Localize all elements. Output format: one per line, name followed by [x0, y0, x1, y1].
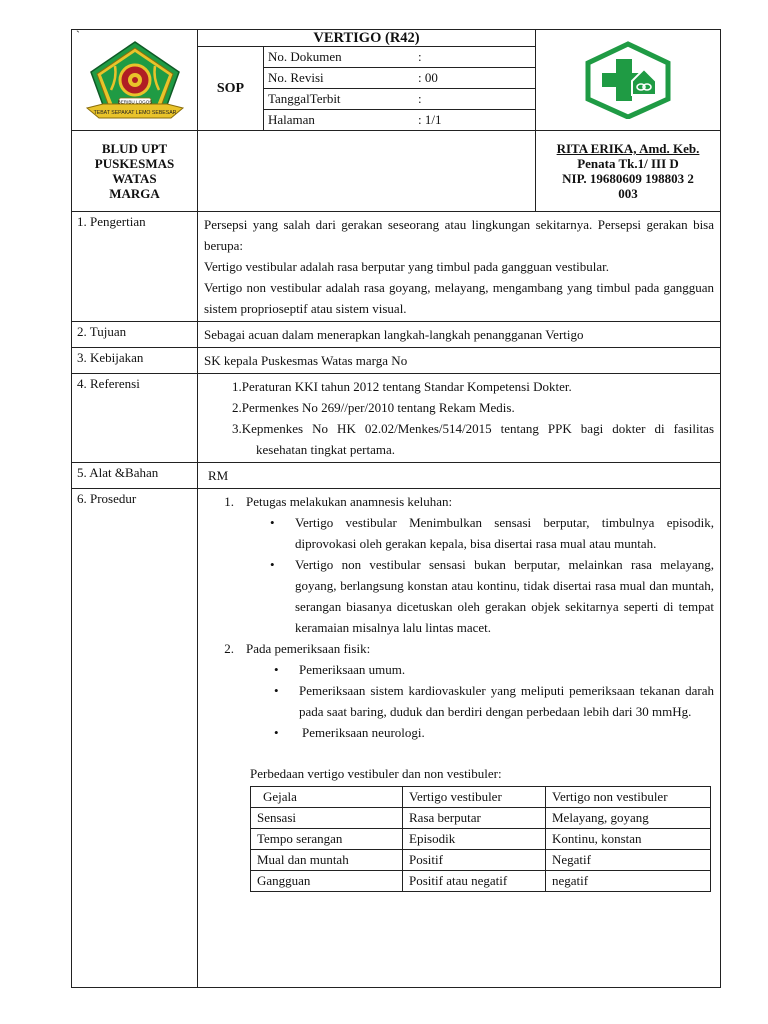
comparison-header: Vertigo non vestibuler [546, 787, 711, 808]
step-text: Pada pemeriksaan fisik: [246, 641, 371, 656]
signatory-name: RITA ERIKA, Amd. Keb. [556, 141, 700, 156]
section-label-kebijakan: 3. Kebijakan [72, 348, 198, 374]
table-cell: Mual dan muntah [251, 850, 403, 871]
section-body-referensi [198, 374, 721, 463]
section-body-tujuan: Sebagai acuan dalam menerapkan langkah-langkah penangganan Vertigo [198, 322, 721, 348]
table-cell: Positif [403, 850, 546, 871]
table-cell: Melayang, goyang [546, 808, 711, 829]
bullet-text: Vertigo non vestibular sensasi bukan berputar, melainkan rasa melayang, goyang, berlangsung konstan atau kontinu, tidak disertai rasa mual dan muntah, serangan biasanya dicetuskan oleh gerakan objek sekitarnya seperti di tempat keramaian misalnya lalu lintas macet. [295, 557, 715, 635]
table-row [251, 829, 711, 850]
emblem-banner-text: TEBAT SEPAKAT LEMO SEBESAR [93, 110, 176, 116]
meta-value: : [414, 47, 535, 68]
bullet-dot-icon: • [270, 515, 275, 530]
table-row [251, 850, 711, 871]
table-cell: negatif [546, 871, 711, 892]
meta-value: : 1/1 [418, 112, 442, 127]
bullet-dot-icon: • [274, 725, 279, 740]
definition-paragraph: Vertigo vestibular adalah rasa berputar yang timbul pada gangguan vestibular. [204, 259, 610, 274]
bullet-dot-icon: • [270, 557, 275, 572]
section-body-alat [198, 463, 721, 489]
org-line: PUSKESMAS [94, 156, 175, 171]
table-cell: Gangguan [251, 871, 403, 892]
section-body-kebijakan: SK kepala Puskesmas Watas marga No [198, 348, 721, 374]
procedure-step [204, 491, 714, 512]
section-label-prosedur: 6. Prosedur [72, 489, 198, 988]
table-cell: Rasa berputar [403, 808, 546, 829]
step-number: 2. [224, 641, 234, 656]
bullet-text: Pemeriksaan neurologi. [302, 725, 425, 740]
emblem-text: BERIBU LOGOS [117, 99, 152, 105]
puskesmas-logo-icon [580, 41, 676, 119]
meta-value: : 00 [414, 68, 535, 89]
procedure-bullet [274, 680, 714, 722]
section-label-alat: 5. Alat &Bahan [72, 463, 198, 489]
table-row [251, 871, 711, 892]
table-cell: Tempo serangan [251, 829, 403, 850]
comparison-caption: Perbedaan vertigo vestibuler dan non vestibuler: [250, 766, 502, 781]
section-label-tujuan: 2. Tujuan [72, 322, 198, 348]
meta-label: TanggalTerbit [264, 89, 414, 110]
org-line: WATAS [112, 171, 157, 186]
organization-name [72, 131, 198, 212]
blank-approval-cell [198, 131, 536, 212]
procedure-step [204, 638, 714, 659]
reference-item: 3.Kepmenkes No HK 02.02/Menkes/514/2015 tentang PPK bagi dokter di fasilitas kesehatan tingkat pertama. [232, 421, 715, 457]
procedure-bullet [270, 554, 714, 638]
signatory-rank: Penata Tk.1/ III D [577, 156, 679, 171]
comparison-header-row [251, 787, 711, 808]
reference-item: 2.Permenkes No 269//per/2010 tentang Rekam Medis. [232, 400, 515, 415]
reference-item: 1.Peraturan KKI tahun 2012 tentang Standar Kompetensi Dokter. [232, 379, 572, 394]
sop-label: SOP [198, 47, 264, 131]
regency-emblem-icon [81, 38, 189, 126]
signatory-nip: NIP. 19680609 198803 2 [562, 171, 694, 186]
meta-row [264, 68, 535, 89]
step-number: 1. [224, 494, 234, 509]
bullet-text: Pemeriksaan umum. [299, 662, 406, 677]
procedure-bullet [270, 512, 714, 554]
step-text: Petugas melakukan anamnesis keluhan: [246, 494, 453, 509]
comparison-header: Vertigo vestibuler [403, 787, 546, 808]
bullet-dot-icon: • [274, 683, 279, 698]
table-cell: Episodik [403, 829, 546, 850]
vertigo-comparison-table [250, 786, 711, 892]
section-label-referensi: 4. Referensi [72, 374, 198, 463]
procedure-bullet [274, 659, 714, 680]
definition-paragraph: Persepsi yang salah dari gerakan seseorang atau lingkungan sekitarnya. Persepsi gerakan bisa berupa: [204, 217, 715, 253]
right-logo-cell [536, 30, 721, 131]
bullet-text: Pemeriksaan sistem kardiovaskuler yang meliputi pemeriksaan tekanan darah pada saat baring, duduk dan berdiri dengan perbedaan lebih dari 30 mmHg. [299, 683, 715, 719]
bullet-dot-icon: • [274, 662, 279, 677]
left-logo-cell [72, 30, 198, 131]
org-line: MARGA [109, 186, 160, 201]
table-cell: Kontinu, konstan [546, 829, 711, 850]
meta-row [264, 89, 535, 110]
procedure-bullet [274, 722, 714, 743]
meta-row [264, 47, 535, 68]
comparison-header: Gejala [251, 787, 403, 808]
sop-document [71, 29, 720, 988]
document-meta-table [264, 47, 535, 130]
tools-value: RM [208, 468, 229, 483]
table-cell: Positif atau negatif [403, 871, 546, 892]
signatory-block [536, 131, 721, 212]
meta-value: : [414, 89, 535, 110]
table-cell: Sensasi [251, 808, 403, 829]
table-cell: Negatif [546, 850, 711, 871]
document-title: VERTIGO (R42) [198, 30, 536, 47]
section-label-pengertian: 1. Pengertian [72, 212, 198, 322]
definition-paragraph: Vertigo non vestibular adalah rasa goyang, melayang, mengambang yang timbul pada gangguan sistem proprioseptif atau sistem visual. [204, 280, 715, 316]
corner-mark: ` [76, 28, 80, 42]
section-body-prosedur [198, 489, 721, 988]
table-row [251, 808, 711, 829]
meta-label: No. Dokumen [264, 47, 414, 68]
org-line: BLUD UPT [101, 141, 168, 156]
signatory-nip-cont: 003 [618, 186, 638, 201]
meta-label: No. Revisi [264, 68, 414, 89]
document-meta-cell [264, 47, 536, 131]
meta-label: Halaman [268, 112, 315, 127]
bullet-text: Vertigo vestibular Menimbulkan sensasi berputar, timbulnya episodik, diprovokasi oleh gerakan kepala, bisa disertai rasa mual atau muntah. [295, 515, 715, 551]
sop-frame-table [71, 29, 721, 988]
section-body-pengertian [198, 212, 721, 322]
meta-row [264, 110, 535, 131]
